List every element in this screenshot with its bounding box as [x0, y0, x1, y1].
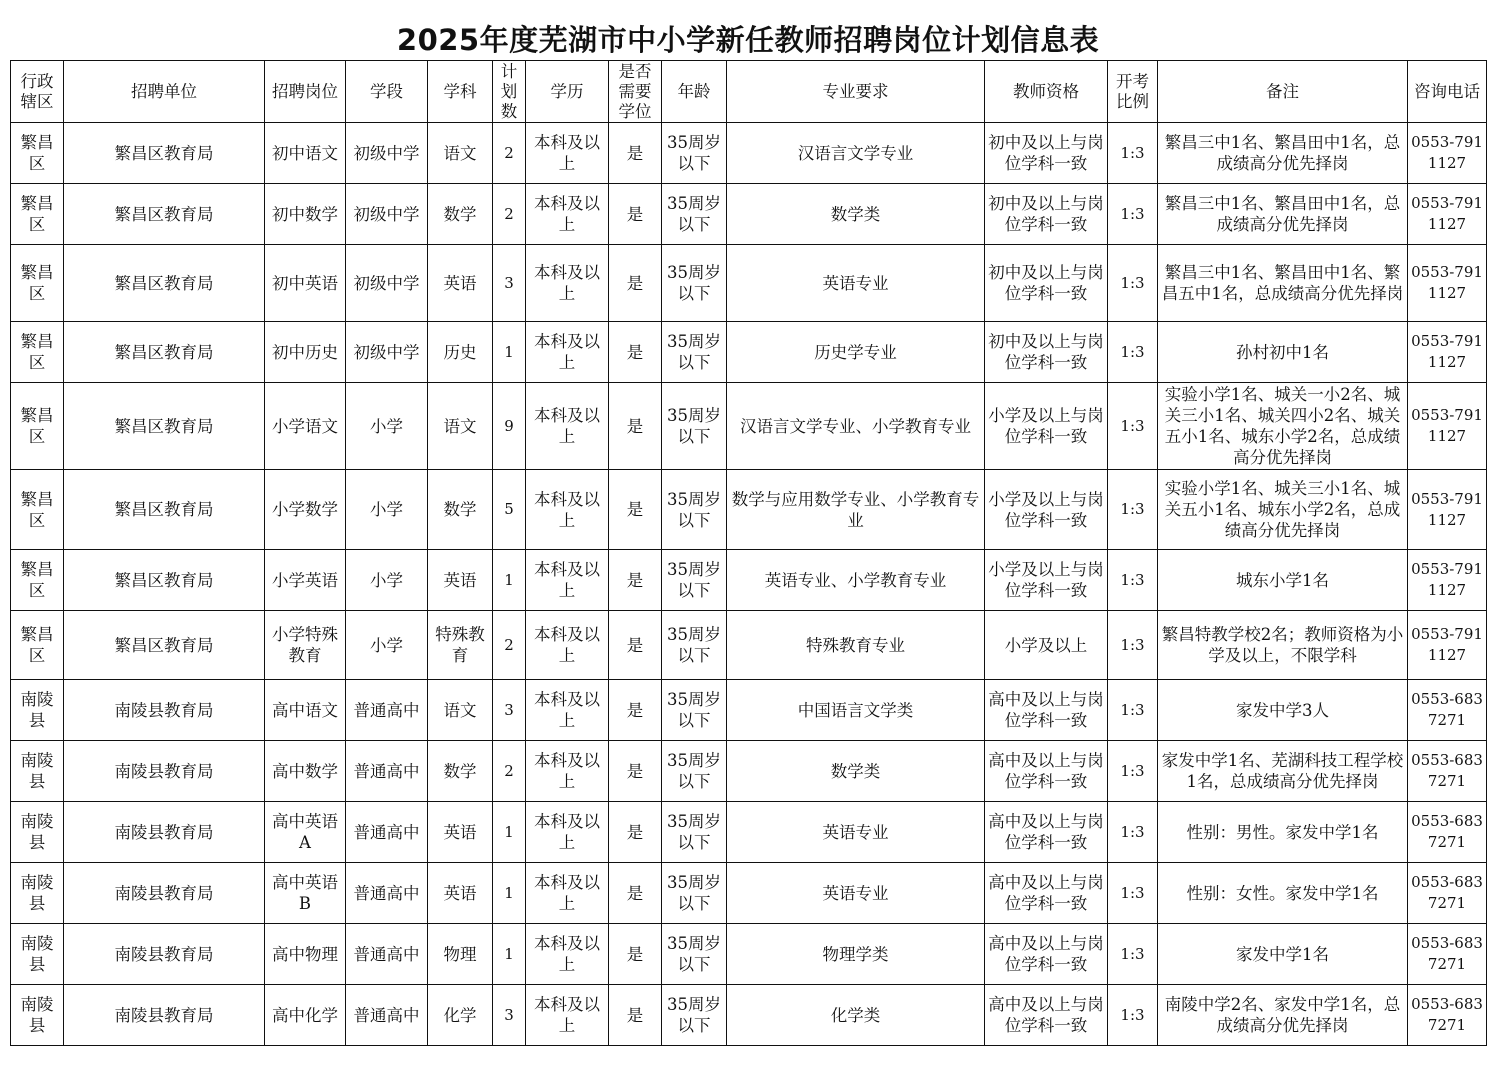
cell-phone: 0553-6837271 — [1408, 985, 1487, 1046]
header-phone: 咨询电话 — [1408, 61, 1487, 123]
cell-major: 英语专业 — [727, 802, 985, 863]
cell-stage: 普通高中 — [346, 863, 428, 924]
header-unit: 招聘单位 — [64, 61, 265, 123]
cell-ratio: 1:3 — [1108, 802, 1158, 863]
cell-district: 繁昌区 — [11, 123, 64, 184]
cell-unit: 繁昌区教育局 — [64, 550, 265, 611]
cell-major: 历史学专业 — [727, 322, 985, 383]
cell-age: 35周岁以下 — [662, 924, 727, 985]
cell-age: 35周岁以下 — [662, 680, 727, 741]
cell-education: 本科及以上 — [526, 680, 609, 741]
cell-degree: 是 — [609, 470, 662, 550]
table-row — [11, 322, 1487, 383]
header-notes: 备注 — [1158, 61, 1408, 123]
cell-cert: 高中及以上与岗位学科一致 — [985, 863, 1108, 924]
cell-ratio: 1:3 — [1108, 611, 1158, 680]
cell-degree: 是 — [609, 741, 662, 802]
cell-phone: 0553-6837271 — [1408, 924, 1487, 985]
cell-district: 繁昌区 — [11, 322, 64, 383]
cell-ratio: 1:3 — [1108, 924, 1158, 985]
cell-ratio: 1:3 — [1108, 863, 1158, 924]
cell-phone: 0553-7911127 — [1408, 470, 1487, 550]
cell-age: 35周岁以下 — [662, 383, 727, 470]
cell-subject: 数学 — [428, 470, 493, 550]
cell-phone: 0553-7911127 — [1408, 550, 1487, 611]
cell-subject: 英语 — [428, 550, 493, 611]
table-row — [11, 611, 1487, 680]
cell-count: 3 — [493, 245, 526, 322]
cell-education: 本科及以上 — [526, 550, 609, 611]
cell-stage: 小学 — [346, 550, 428, 611]
cell-age: 35周岁以下 — [662, 985, 727, 1046]
cell-age: 35周岁以下 — [662, 802, 727, 863]
table-row — [11, 245, 1487, 322]
cell-degree: 是 — [609, 322, 662, 383]
cell-age: 35周岁以下 — [662, 550, 727, 611]
cell-degree: 是 — [609, 550, 662, 611]
cell-cert: 高中及以上与岗位学科一致 — [985, 680, 1108, 741]
cell-degree: 是 — [609, 245, 662, 322]
cell-phone: 0553-6837271 — [1408, 802, 1487, 863]
cell-education: 本科及以上 — [526, 741, 609, 802]
cell-unit: 繁昌区教育局 — [64, 611, 265, 680]
cell-ratio: 1:3 — [1108, 550, 1158, 611]
header-district: 行政辖区 — [11, 61, 64, 123]
cell-subject: 数学 — [428, 184, 493, 245]
cell-district: 繁昌区 — [11, 611, 64, 680]
cell-unit: 南陵县教育局 — [64, 924, 265, 985]
cell-count: 1 — [493, 322, 526, 383]
cell-post: 小学特殊教育 — [265, 611, 346, 680]
cell-unit: 南陵县教育局 — [64, 680, 265, 741]
cell-stage: 初级中学 — [346, 123, 428, 184]
cell-education: 本科及以上 — [526, 245, 609, 322]
cell-post: 初中历史 — [265, 322, 346, 383]
cell-stage: 初级中学 — [346, 322, 428, 383]
cell-education: 本科及以上 — [526, 611, 609, 680]
cell-district: 繁昌区 — [11, 470, 64, 550]
table-row — [11, 123, 1487, 184]
cell-count: 3 — [493, 680, 526, 741]
cell-unit: 繁昌区教育局 — [64, 383, 265, 470]
cell-subject: 语文 — [428, 123, 493, 184]
cell-subject: 历史 — [428, 322, 493, 383]
recruitment-table — [10, 60, 1487, 1046]
cell-education: 本科及以上 — [526, 383, 609, 470]
cell-district: 繁昌区 — [11, 383, 64, 470]
header-degree: 是否需要学位 — [609, 61, 662, 123]
cell-education: 本科及以上 — [526, 470, 609, 550]
cell-district: 繁昌区 — [11, 550, 64, 611]
cell-unit: 繁昌区教育局 — [64, 245, 265, 322]
cell-major: 数学类 — [727, 741, 985, 802]
cell-notes: 家发中学1名、芜湖科技工程学校1名，总成绩高分优先择岗 — [1158, 741, 1408, 802]
cell-stage: 普通高中 — [346, 680, 428, 741]
cell-age: 35周岁以下 — [662, 184, 727, 245]
cell-phone: 0553-6837271 — [1408, 863, 1487, 924]
cell-unit: 繁昌区教育局 — [64, 470, 265, 550]
cell-count: 1 — [493, 863, 526, 924]
header-ratio: 开考比例 — [1108, 61, 1158, 123]
cell-major: 英语专业 — [727, 863, 985, 924]
cell-notes: 繁昌三中1名、繁昌田中1名，总成绩高分优先择岗 — [1158, 184, 1408, 245]
cell-phone: 0553-6837271 — [1408, 680, 1487, 741]
table-row — [11, 550, 1487, 611]
cell-post: 初中数学 — [265, 184, 346, 245]
cell-post: 高中化学 — [265, 985, 346, 1046]
header-major: 专业要求 — [727, 61, 985, 123]
cell-unit: 繁昌区教育局 — [64, 123, 265, 184]
cell-education: 本科及以上 — [526, 123, 609, 184]
cell-district: 南陵县 — [11, 680, 64, 741]
cell-subject: 数学 — [428, 741, 493, 802]
cell-post: 高中数学 — [265, 741, 346, 802]
cell-cert: 高中及以上与岗位学科一致 — [985, 924, 1108, 985]
header-education: 学历 — [526, 61, 609, 123]
header-subject: 学科 — [428, 61, 493, 123]
cell-subject: 英语 — [428, 802, 493, 863]
table-row — [11, 741, 1487, 802]
cell-count: 3 — [493, 985, 526, 1046]
cell-major: 英语专业 — [727, 245, 985, 322]
table-row — [11, 383, 1487, 470]
cell-count: 2 — [493, 611, 526, 680]
cell-age: 35周岁以下 — [662, 123, 727, 184]
cell-age: 35周岁以下 — [662, 245, 727, 322]
cell-notes: 繁昌三中1名、繁昌田中1名，总成绩高分优先择岗 — [1158, 123, 1408, 184]
cell-degree: 是 — [609, 611, 662, 680]
cell-notes: 实验小学1名、城关一小2名、城关三小1名、城关四小2名、城关五小1名、城东小学2名，总成绩高分优先择岗 — [1158, 383, 1408, 470]
cell-post: 高中物理 — [265, 924, 346, 985]
cell-subject: 化学 — [428, 985, 493, 1046]
header-post: 招聘岗位 — [265, 61, 346, 123]
cell-subject: 英语 — [428, 245, 493, 322]
header-count: 计划数 — [493, 61, 526, 123]
cell-unit: 南陵县教育局 — [64, 985, 265, 1046]
cell-phone: 0553-7911127 — [1408, 611, 1487, 680]
cell-count: 1 — [493, 924, 526, 985]
cell-stage: 小学 — [346, 611, 428, 680]
cell-subject: 语文 — [428, 383, 493, 470]
cell-degree: 是 — [609, 863, 662, 924]
cell-stage: 小学 — [346, 383, 428, 470]
cell-age: 35周岁以下 — [662, 611, 727, 680]
cell-stage: 小学 — [346, 470, 428, 550]
cell-degree: 是 — [609, 123, 662, 184]
cell-post: 初中语文 — [265, 123, 346, 184]
cell-stage: 初级中学 — [346, 184, 428, 245]
cell-major: 特殊教育专业 — [727, 611, 985, 680]
cell-major: 物理学类 — [727, 924, 985, 985]
cell-degree: 是 — [609, 924, 662, 985]
cell-notes: 繁昌三中1名、繁昌田中1名、繁昌五中1名，总成绩高分优先择岗 — [1158, 245, 1408, 322]
cell-degree: 是 — [609, 383, 662, 470]
cell-degree: 是 — [609, 802, 662, 863]
cell-phone: 0553-7911127 — [1408, 383, 1487, 470]
cell-ratio: 1:3 — [1108, 245, 1158, 322]
cell-phone: 0553-6837271 — [1408, 741, 1487, 802]
cell-district: 南陵县 — [11, 985, 64, 1046]
cell-stage: 初级中学 — [346, 245, 428, 322]
cell-cert: 高中及以上与岗位学科一致 — [985, 741, 1108, 802]
cell-count: 2 — [493, 741, 526, 802]
cell-district: 繁昌区 — [11, 245, 64, 322]
table-row — [11, 470, 1487, 550]
cell-unit: 繁昌区教育局 — [64, 322, 265, 383]
cell-subject: 语文 — [428, 680, 493, 741]
cell-education: 本科及以上 — [526, 985, 609, 1046]
cell-notes: 孙村初中1名 — [1158, 322, 1408, 383]
header-cert: 教师资格 — [985, 61, 1108, 123]
cell-cert: 小学及以上与岗位学科一致 — [985, 470, 1108, 550]
cell-subject: 英语 — [428, 863, 493, 924]
cell-notes: 城东小学1名 — [1158, 550, 1408, 611]
cell-count: 2 — [493, 123, 526, 184]
cell-count: 1 — [493, 550, 526, 611]
table-row — [11, 924, 1487, 985]
cell-post: 初中英语 — [265, 245, 346, 322]
cell-post: 小学语文 — [265, 383, 346, 470]
cell-cert: 初中及以上与岗位学科一致 — [985, 245, 1108, 322]
cell-cert: 初中及以上与岗位学科一致 — [985, 184, 1108, 245]
header-stage: 学段 — [346, 61, 428, 123]
cell-unit: 繁昌区教育局 — [64, 184, 265, 245]
cell-education: 本科及以上 — [526, 863, 609, 924]
cell-stage: 普通高中 — [346, 741, 428, 802]
cell-post: 高中英语B — [265, 863, 346, 924]
cell-post: 高中语文 — [265, 680, 346, 741]
cell-post: 小学英语 — [265, 550, 346, 611]
cell-degree: 是 — [609, 985, 662, 1046]
cell-count: 5 — [493, 470, 526, 550]
cell-notes: 性别：女性。家发中学1名 — [1158, 863, 1408, 924]
cell-cert: 初中及以上与岗位学科一致 — [985, 322, 1108, 383]
cell-education: 本科及以上 — [526, 322, 609, 383]
cell-subject: 特殊教育 — [428, 611, 493, 680]
cell-stage: 普通高中 — [346, 985, 428, 1046]
cell-district: 繁昌区 — [11, 184, 64, 245]
table-row — [11, 680, 1487, 741]
cell-post: 小学数学 — [265, 470, 346, 550]
cell-count: 1 — [493, 802, 526, 863]
cell-phone: 0553-7911127 — [1408, 184, 1487, 245]
cell-district: 南陵县 — [11, 802, 64, 863]
cell-cert: 高中及以上与岗位学科一致 — [985, 985, 1108, 1046]
cell-post: 高中英语A — [265, 802, 346, 863]
cell-unit: 南陵县教育局 — [64, 802, 265, 863]
cell-major: 英语专业、小学教育专业 — [727, 550, 985, 611]
cell-unit: 南陵县教育局 — [64, 863, 265, 924]
cell-ratio: 1:3 — [1108, 985, 1158, 1046]
cell-cert: 小学及以上 — [985, 611, 1108, 680]
cell-subject: 物理 — [428, 924, 493, 985]
header-row — [11, 61, 1487, 123]
table-row — [11, 985, 1487, 1046]
cell-stage: 普通高中 — [346, 802, 428, 863]
cell-notes: 性别：男性。家发中学1名 — [1158, 802, 1408, 863]
cell-notes: 繁昌特教学校2名；教师资格为小学及以上，不限学科 — [1158, 611, 1408, 680]
cell-count: 2 — [493, 184, 526, 245]
cell-degree: 是 — [609, 184, 662, 245]
cell-ratio: 1:3 — [1108, 184, 1158, 245]
cell-major: 汉语言文学专业 — [727, 123, 985, 184]
table-row — [11, 184, 1487, 245]
cell-major: 数学与应用数学专业、小学教育专业 — [727, 470, 985, 550]
cell-cert: 小学及以上与岗位学科一致 — [985, 383, 1108, 470]
cell-ratio: 1:3 — [1108, 470, 1158, 550]
cell-notes: 南陵中学2名、家发中学1名，总成绩高分优先择岗 — [1158, 985, 1408, 1046]
cell-notes: 实验小学1名、城关三小1名、城关五小1名、城东小学2名，总成绩高分优先择岗 — [1158, 470, 1408, 550]
cell-age: 35周岁以下 — [662, 322, 727, 383]
cell-cert: 小学及以上与岗位学科一致 — [985, 550, 1108, 611]
cell-district: 南陵县 — [11, 863, 64, 924]
cell-ratio: 1:3 — [1108, 741, 1158, 802]
cell-ratio: 1:3 — [1108, 322, 1158, 383]
cell-phone: 0553-7911127 — [1408, 123, 1487, 184]
cell-education: 本科及以上 — [526, 924, 609, 985]
cell-district: 南陵县 — [11, 924, 64, 985]
cell-notes: 家发中学3人 — [1158, 680, 1408, 741]
header-age: 年龄 — [662, 61, 727, 123]
cell-age: 35周岁以下 — [662, 863, 727, 924]
cell-major: 中国语言文学类 — [727, 680, 985, 741]
cell-ratio: 1:3 — [1108, 680, 1158, 741]
table-row — [11, 863, 1487, 924]
cell-major: 数学类 — [727, 184, 985, 245]
cell-major: 汉语言文学专业、小学教育专业 — [727, 383, 985, 470]
table-row — [11, 802, 1487, 863]
cell-education: 本科及以上 — [526, 802, 609, 863]
cell-age: 35周岁以下 — [662, 741, 727, 802]
cell-stage: 普通高中 — [346, 924, 428, 985]
cell-education: 本科及以上 — [526, 184, 609, 245]
page-title: 2025年度芜湖市中小学新任教师招聘岗位计划信息表 — [396, 23, 1100, 57]
cell-degree: 是 — [609, 680, 662, 741]
cell-count: 9 — [493, 383, 526, 470]
cell-notes: 家发中学1名 — [1158, 924, 1408, 985]
cell-cert: 初中及以上与岗位学科一致 — [985, 123, 1108, 184]
cell-major: 化学类 — [727, 985, 985, 1046]
cell-age: 35周岁以下 — [662, 470, 727, 550]
cell-cert: 高中及以上与岗位学科一致 — [985, 802, 1108, 863]
cell-district: 南陵县 — [11, 741, 64, 802]
cell-unit: 南陵县教育局 — [64, 741, 265, 802]
cell-ratio: 1:3 — [1108, 383, 1158, 470]
cell-phone: 0553-7911127 — [1408, 322, 1487, 383]
cell-phone: 0553-7911127 — [1408, 245, 1487, 322]
cell-ratio: 1:3 — [1108, 123, 1158, 184]
